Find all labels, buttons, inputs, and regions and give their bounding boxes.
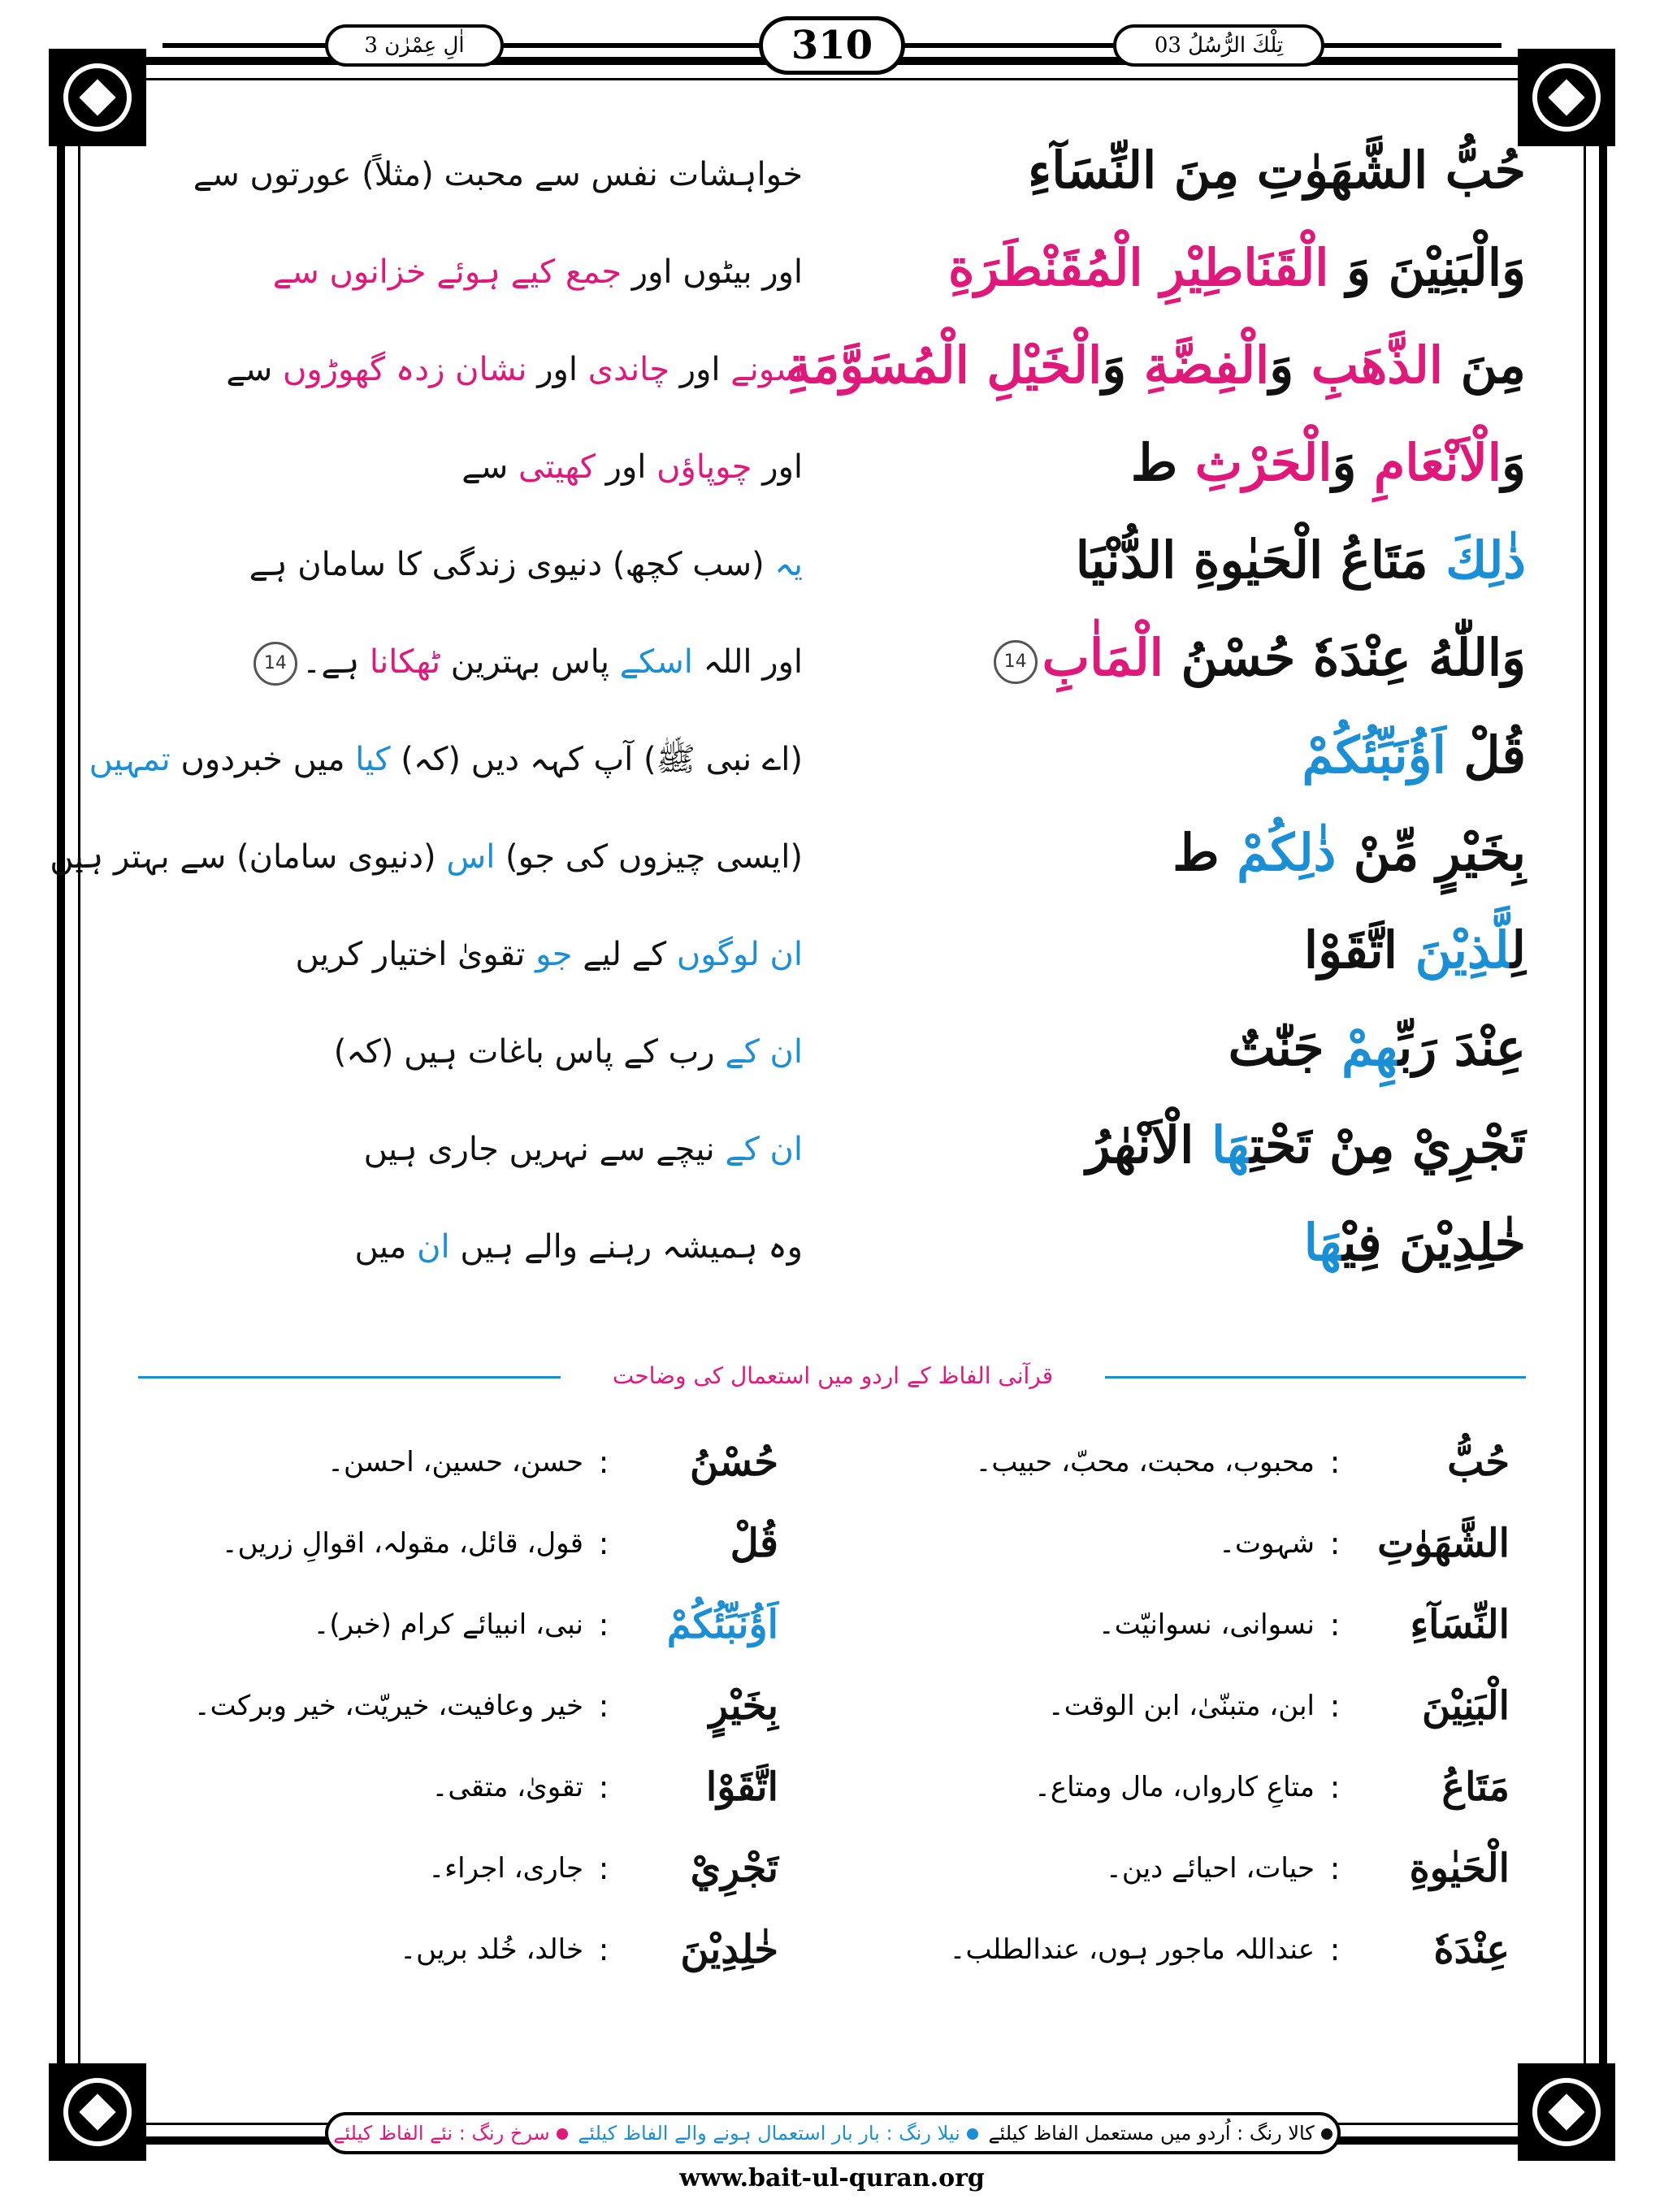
arabic-text <box>795 422 1526 504</box>
ayah-marker: 14 <box>994 640 1038 684</box>
glossary-colon: : <box>598 1932 609 1967</box>
urdu-segment: چاندی <box>577 351 670 388</box>
verse-row <box>138 1202 1526 1300</box>
glossary-entry <box>860 1917 1510 1982</box>
page-number: 310 <box>759 16 905 75</box>
urdu-translation <box>136 333 803 406</box>
legend-pink: سرخ رنگ : نئے الفاظ کیلئے <box>333 2122 567 2145</box>
glossary-definition: نبی، انبیائے کرام (خبر)۔ <box>313 1608 583 1641</box>
arabic-segment: الْحَرْثِ <box>1194 433 1332 492</box>
urdu-segment: اس <box>446 838 496 876</box>
arabic-segment: قُلْ <box>1445 725 1526 785</box>
urdu-translation <box>136 528 803 601</box>
glossary-definition: عنداللہ ماجور ہوں، عندالطلب۔ <box>949 1933 1315 1966</box>
arabic-segment: وَ <box>1102 335 1127 395</box>
verse-row <box>138 325 1526 422</box>
urdu-segment: یہ <box>774 546 803 583</box>
urdu-segment: پاس بہترین <box>440 643 620 681</box>
glossary-colon: : <box>1329 1526 1341 1561</box>
urdu-translation <box>136 236 803 309</box>
corner-ornament-bottom-right <box>1518 2063 1615 2161</box>
arabic-text <box>795 617 1526 699</box>
arabic-segment: جَنّٰتٌ <box>1228 1018 1342 1077</box>
urdu-segment: ان <box>417 1228 450 1266</box>
glossary-word: بِخَيْرٍ <box>708 1683 778 1729</box>
glossary-word: اتَّقَوْا <box>705 1764 778 1810</box>
arabic-segment: مِنَ <box>1443 335 1526 395</box>
glossary-definition: خیر وعافیت، خیریّت، خیر وبرکت۔ <box>193 1690 583 1722</box>
glossary-colon: : <box>1329 1769 1341 1805</box>
urdu-segment: خواہشات نفس سے محبت (مثلاً) عورتوں سے <box>193 156 803 193</box>
glossary-colon: : <box>1329 1851 1341 1886</box>
glossary-word: خٰلِدِيْنَ <box>680 1927 778 1972</box>
verse-row <box>89 715 1526 812</box>
urdu-segment: (دنیوی سامان) سے بہتر ہیں <box>50 838 447 876</box>
arabic-segment: وَاللّٰهُ عِنْدَهٗ حُسْنُ <box>1163 628 1526 687</box>
glossary-word: الشَّهَوٰتِ <box>1377 1521 1510 1566</box>
arabic-segment: حُبُّ الشَّهَوٰتِ مِنَ النِّسَآءِ <box>1028 141 1526 200</box>
glossary-colon: : <box>1329 1444 1341 1480</box>
arabic-segment: الْفِضَّةِ <box>1126 335 1270 395</box>
urdu-segment: ان کے <box>725 1033 803 1071</box>
arabic-segment: هِمْ <box>1341 1018 1398 1077</box>
glossary-entry <box>145 1755 778 1820</box>
arabic-text <box>795 910 1526 991</box>
urdu-segment: اور <box>526 351 578 388</box>
glossary-word: النِّسَآءِ <box>1410 1602 1510 1647</box>
glossary-definition: متاعِ کارواں، مال ومتاع۔ <box>1034 1771 1315 1803</box>
verse-row <box>138 520 1526 617</box>
legend-blue-dot <box>967 2128 978 2140</box>
arabic-text <box>795 1007 1526 1089</box>
glossary-divider <box>138 1352 1526 1400</box>
urdu-translation <box>136 1015 803 1089</box>
arabic-segment: هَا <box>1211 1115 1250 1175</box>
urdu-segment: کھیتی <box>508 448 596 486</box>
arabic-segment: الْمَاٰبِ <box>1042 628 1164 687</box>
arabic-segment: عِنْدَ رَبِّ <box>1398 1018 1526 1077</box>
divider-line-right <box>1105 1376 1526 1379</box>
verse-row <box>138 1105 1526 1202</box>
glossary-colon: : <box>598 1444 609 1480</box>
glossary-colon: : <box>598 1851 609 1886</box>
glossary-word: مَتَاعُ <box>1441 1764 1510 1810</box>
arabic-segment: الْقَنَاطِيْرِ الْمُقَنْطَرَةِ <box>947 238 1329 297</box>
urdu-segment: کے لیے <box>572 936 677 973</box>
glossary-entry <box>145 1673 778 1738</box>
arabic-segment: وَ <box>1269 335 1294 395</box>
arabic-segment: لِ <box>1510 920 1526 980</box>
glossary-definition: جاری، اجراء۔ <box>428 1852 583 1885</box>
arabic-segment: هَا <box>1303 1213 1343 1272</box>
urdu-segment: میں خبردوں <box>170 741 356 778</box>
juz-label: تِلْكَ الرُّسُلُ 03 <box>1113 24 1324 67</box>
arabic-segment: ط <box>1130 433 1195 492</box>
urdu-segment: ٹھکانا <box>369 643 441 681</box>
glossary-entry <box>860 1592 1510 1657</box>
glossary-colon: : <box>1329 1607 1341 1643</box>
arabic-segment: الْخَيْلِ الْمُسَوَّمَةِ <box>786 335 1103 395</box>
corner-ornament-bottom-left <box>49 2063 146 2161</box>
glossary-colon: : <box>598 1688 609 1724</box>
glossary-word: قُلْ <box>730 1521 778 1566</box>
glossary-definition: حسن، حسین، احسن۔ <box>327 1446 583 1478</box>
urdu-segment: اسکے <box>619 643 693 681</box>
urdu-segment: جو <box>535 936 573 973</box>
legend-black: کالا رنگ : اُردو میں مستعمل الفاظ کیلئے <box>988 2122 1332 2145</box>
glossary-entry <box>860 1755 1510 1820</box>
urdu-segment: اور اللہ <box>692 643 803 681</box>
arabic-segment: وَ <box>1502 433 1526 492</box>
urdu-segment: اور بیٹوں اور <box>622 253 803 291</box>
glossary-definition: تقویٰ، متقی۔ <box>431 1771 583 1803</box>
arabic-segment: بِخَيْرٍ مِّنْ <box>1336 823 1526 882</box>
verse-row <box>50 812 1526 910</box>
arabic-text <box>795 130 1526 211</box>
urdu-segment: سے <box>462 448 509 486</box>
glossary-word: حُبُّ <box>1447 1439 1510 1485</box>
arabic-text <box>795 812 1526 894</box>
verse-row <box>138 1007 1526 1105</box>
urdu-translation <box>50 820 803 894</box>
arabic-text <box>786 325 1526 406</box>
urdu-segment: ان کے <box>725 1131 803 1168</box>
urdu-translation <box>136 1210 803 1283</box>
glossary-word: عِنْدَهٗ <box>1433 1927 1510 1972</box>
urdu-segment: سونے <box>720 351 803 388</box>
verse-row <box>138 617 1526 715</box>
verse-row <box>138 130 1526 227</box>
urdu-segment: (سب کچھ) دنیوی زندگی کا سامان ہے <box>249 546 775 583</box>
glossary-entry <box>145 1592 778 1657</box>
urdu-segment: وہ ہمیشہ رہنے والے ہیں <box>449 1228 803 1266</box>
glossary-entry <box>145 1917 778 1982</box>
urdu-translation <box>136 138 803 211</box>
glossary-definition: حیات، احیائے دین۔ <box>1105 1852 1315 1885</box>
glossary-title: قرآنی الفاظ کے اردو میں استعمال کی وضاحت <box>612 1362 1054 1389</box>
urdu-segment: (اے نبی ﷺ) آپ کہہ دیں (کہ) <box>390 741 803 778</box>
page-header <box>162 16 1502 73</box>
arabic-segment: اتَّقَوْا <box>1303 920 1415 980</box>
glossary-word: الْحَيٰوةِ <box>1409 1846 1510 1891</box>
glossary-definition: ابن، متبنّیٰ، ابن الوقت۔ <box>1047 1690 1315 1722</box>
urdu-translation <box>136 918 803 991</box>
urdu-segment: جمع کیے ہوئے خزانوں سے <box>272 253 622 291</box>
arabic-segment: تَجْرِيْ مِنْ تَحْتِ <box>1250 1115 1526 1175</box>
glossary-entry <box>145 1836 778 1901</box>
glossary-definition: شہوت۔ <box>1219 1527 1315 1560</box>
color-legend <box>325 2112 1341 2154</box>
arabic-segment: ذٰلِكَ <box>1428 530 1526 590</box>
arabic-segment: اَؤُنَبِّئُكُمْ <box>1302 725 1446 785</box>
urdu-segment: میں <box>354 1228 418 1266</box>
glossary-entry <box>860 1511 1510 1576</box>
urdu-segment: اور <box>752 448 803 486</box>
arabic-text <box>795 1105 1526 1186</box>
arabic-text <box>795 1202 1526 1283</box>
urdu-segment: نیچے سے نہریں جاری ہیں <box>363 1131 726 1168</box>
verse-row <box>138 910 1526 1007</box>
glossary-entry <box>145 1511 778 1576</box>
footer-url[interactable]: www.bait-ul-quran.org <box>679 2164 985 2193</box>
glossary-word: تَجْرِيْ <box>690 1846 778 1891</box>
arabic-segment: مَتَاعُ الْحَيٰوةِ الدُّنْيَا <box>1075 530 1428 590</box>
corner-ornament-top-right <box>1518 49 1615 146</box>
arabic-segment: ط <box>1172 823 1237 882</box>
glossary-word: الْبَنِيْنَ <box>1422 1683 1510 1729</box>
legend-black-dot <box>1321 2128 1332 2140</box>
urdu-segment: اور <box>670 351 721 388</box>
glossary-word: حُسْنُ <box>689 1439 778 1485</box>
arabic-text <box>795 715 1526 796</box>
urdu-segment: نشان زدہ گھوڑوں <box>272 351 527 388</box>
arabic-text <box>795 227 1526 309</box>
urdu-segment: کیا <box>355 741 391 778</box>
urdu-segment: تمہیں <box>89 741 171 778</box>
glossary-definition: محبوب، محبت، محبّ، حبیب۔ <box>975 1446 1315 1478</box>
glossary-entry <box>860 1430 1510 1495</box>
urdu-segment: سے <box>226 351 273 388</box>
urdu-translation <box>136 626 803 699</box>
divider-line-left <box>138 1376 561 1379</box>
glossary-definition: خالد، خُلد بریں۔ <box>400 1933 583 1966</box>
urdu-translation <box>136 1113 803 1186</box>
arabic-segment: وَالْبَنِيْنَ وَ <box>1328 238 1526 297</box>
glossary-word: اَؤُنَبِّئُكُمْ <box>666 1602 778 1647</box>
urdu-segment: اور <box>595 448 647 486</box>
surah-label: اٰلِ عِمْرٰن 3 <box>325 24 504 67</box>
arabic-segment: الْاَنْهٰرُ <box>1086 1115 1211 1175</box>
arabic-text <box>795 520 1526 601</box>
glossary-colon: : <box>598 1769 609 1805</box>
urdu-segment: ان لوگوں <box>676 936 803 973</box>
ayah-marker: 14 <box>254 642 297 686</box>
corner-ornament-top-left <box>49 49 146 146</box>
arabic-segment: وَ <box>1332 433 1357 492</box>
legend-pink-dot <box>557 2128 568 2140</box>
glossary-entry <box>145 1430 778 1495</box>
verse-row <box>138 227 1526 325</box>
urdu-segment: (ایسی چیزوں کی جو) <box>495 838 803 876</box>
glossary-entry <box>860 1673 1510 1738</box>
glossary-colon: : <box>1329 1932 1341 1967</box>
glossary-definition: قول، قائل، مقولہ، اقوالِ زریں۔ <box>221 1527 583 1560</box>
urdu-translation <box>136 431 803 504</box>
urdu-segment: رب کے پاس باغات ہیں (کہ) <box>333 1033 726 1071</box>
urdu-translation <box>89 723 803 796</box>
glossary-entry <box>860 1836 1510 1901</box>
glossary-definition: نسوانی، نسوانیّت۔ <box>1098 1608 1315 1641</box>
urdu-segment: چوپاؤں <box>646 448 752 486</box>
arabic-segment: الذَّهَبِ <box>1294 335 1443 395</box>
glossary-colon: : <box>1329 1688 1341 1724</box>
glossary-colon: : <box>598 1526 609 1561</box>
arabic-segment: ذٰلِكُمْ <box>1237 823 1337 882</box>
arabic-segment: الْاَنْعَامِ <box>1356 433 1502 492</box>
verse-row <box>138 422 1526 520</box>
legend-blue: نیلا رنگ : بار بار استعمال ہونے والے الفاظ کیلئے <box>578 2122 978 2145</box>
urdu-segment: تقویٰ اختیار کریں <box>295 936 536 973</box>
glossary-colon: : <box>598 1607 609 1643</box>
urdu-segment: ہے۔ <box>301 643 370 681</box>
arabic-segment: خٰلِدِيْنَ فِيْ <box>1342 1213 1526 1272</box>
arabic-segment: لَّذِيْنَ <box>1415 920 1511 980</box>
